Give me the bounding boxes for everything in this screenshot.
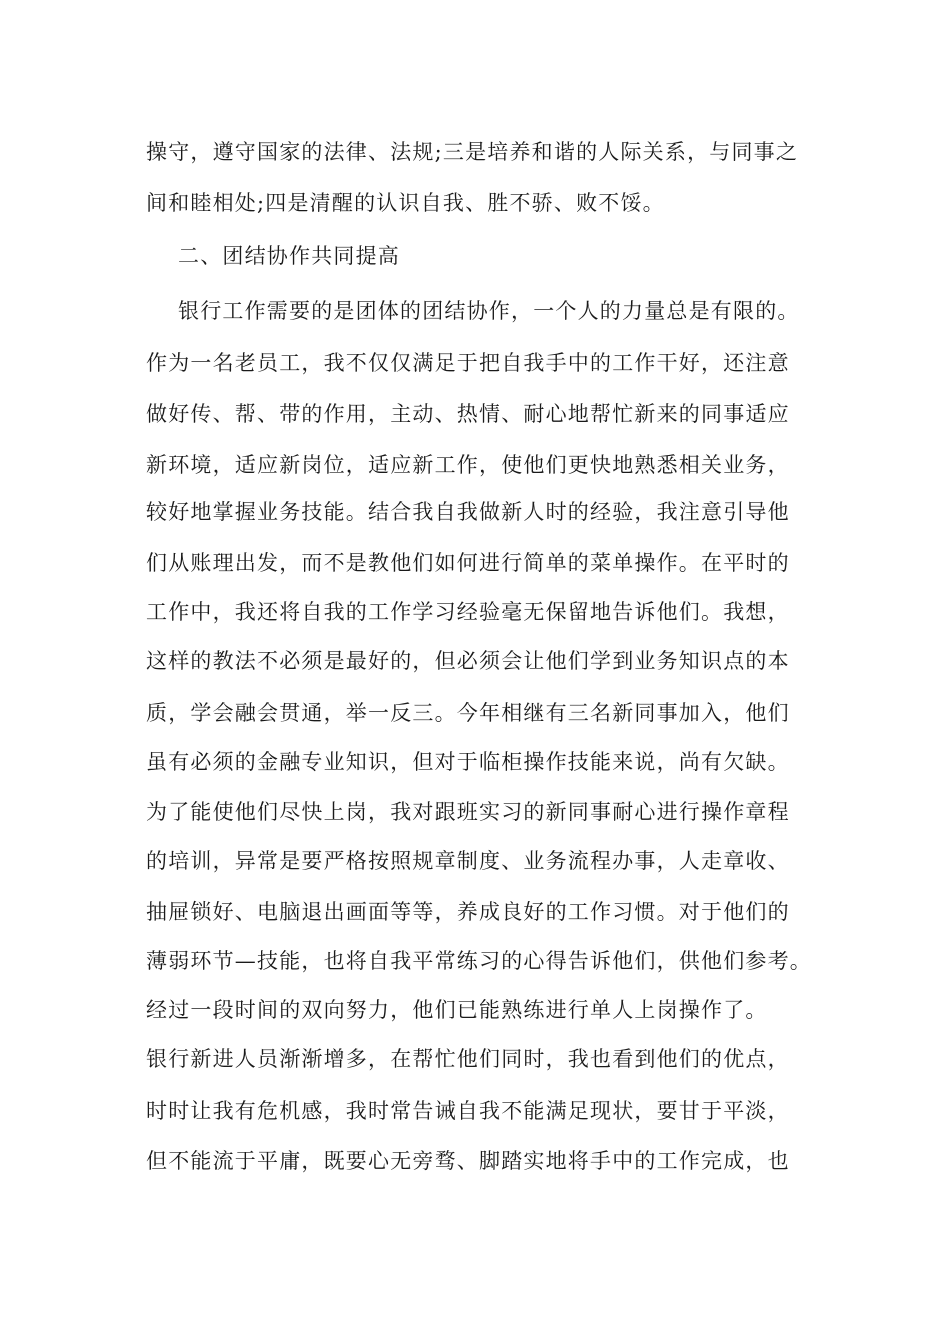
text-line: 但不能流于平庸，既要心无旁骛、脚踏实地将手中的工作完成，也: [146, 1149, 790, 1173]
text-line: 时时让我有危机感，我时常告诫自我不能满足现状，要甘于平淡，: [146, 1099, 790, 1123]
text-line: 做好传、帮、带的作用，主动、热情、耐心地帮忙新来的同事适应: [146, 402, 790, 426]
text-line: 为了能使他们尽快上岗，我对跟班实习的新同事耐心进行操作章程: [146, 800, 790, 824]
text-line: 经过一段时间的双向努力，他们已能熟练进行单人上岗操作了。: [146, 998, 768, 1022]
text-line: 较好地掌握业务技能。结合我自我做新人时的经验，我注意引导他: [146, 500, 790, 524]
text-line: 银行新进人员渐渐增多，在帮忙他们同时，我也看到他们的优点，: [146, 1047, 790, 1071]
section-heading: 二、团结协作共同提高: [178, 244, 400, 268]
text-line: 作为一名老员工，我不仅仅满足于把自我手中的工作干好，还注意: [146, 351, 790, 375]
text-line: 操守，遵守国家的法律、法规;三是培养和谐的人际关系，与同事之: [146, 140, 799, 164]
text-line: 质，学会融会贯通，举一反三。今年相继有三名新同事加入，他们: [146, 701, 790, 725]
paragraph-first-line: 银行工作需要的是团体的团结协作，一个人的力量总是有限的。: [178, 299, 800, 323]
text-line: 新环境，适应新岗位，适应新工作，使他们更快地熟悉相关业务，: [146, 453, 790, 477]
text-line: 间和睦相处;四是清醒的认识自我、胜不骄、败不馁。: [146, 191, 665, 215]
text-line: 薄弱环节—技能，也将自我平常练习的心得告诉他们，供他们参考。: [146, 949, 812, 973]
text-line: 的培训，异常是要严格按照规章制度、业务流程办事，人走章收、: [146, 849, 790, 873]
text-line: 工作中，我还将自我的工作学习经验毫无保留地告诉他们。我想，: [146, 600, 790, 624]
text-line: 这样的教法不必须是最好的，但必须会让他们学到业务知识点的本: [146, 649, 790, 673]
text-line: 抽屉锁好、电脑退出画面等等，养成良好的工作习惯。对于他们的: [146, 900, 790, 924]
text-line: 虽有必须的金融专业知识，但对于临柜操作技能来说，尚有欠缺。: [146, 750, 790, 774]
text-line: 们从账理出发，而不是教他们如何进行简单的菜单操作。在平时的: [146, 551, 790, 575]
